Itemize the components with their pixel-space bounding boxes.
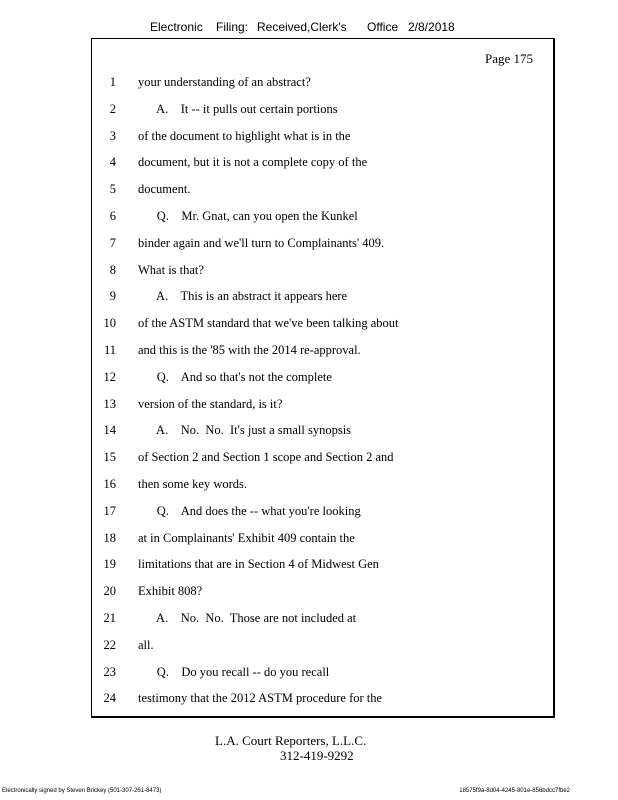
line-number: 16: [103, 477, 116, 491]
line-number: 9: [109, 289, 116, 304]
line-text: version of the standard, is it?: [138, 396, 283, 411]
line-number: 15: [103, 450, 116, 465]
transcript-line: [92, 609, 552, 627]
header-received: Received,Clerk's: [257, 20, 347, 34]
line-number: 17: [103, 503, 116, 518]
line-number: 2: [109, 101, 116, 116]
transcript-line: [92, 663, 552, 681]
line-text: your understanding of an abstract?: [138, 75, 311, 89]
header-electronic: Electronic: [150, 20, 203, 34]
line-text: A. It -- it pulls out certain portions: [138, 101, 338, 116]
line-text: Q. Mr. Gnat, can you open the Kunkel: [138, 209, 358, 223]
line-number: 12: [103, 369, 116, 384]
line-number: 23: [103, 664, 116, 679]
transcript-line: [92, 287, 552, 305]
line-number: 1: [109, 75, 116, 89]
line-text: of the document to highlight what is in the: [138, 128, 351, 143]
line-number: 6: [109, 209, 116, 223]
line-number: 22: [103, 637, 116, 652]
line-number: 14: [103, 423, 116, 438]
line-text: then some key words.: [138, 477, 248, 491]
line-text: testimony that the 2012 ASTM procedure for the: [138, 691, 383, 706]
line-number: 18: [103, 530, 116, 545]
line-number: 7: [109, 235, 116, 250]
line-text: document.: [138, 182, 191, 197]
line-number: 19: [103, 557, 116, 572]
transcript-line: [92, 475, 552, 493]
line-text: at in Complainants' Exhibit 409 contain the: [138, 530, 355, 545]
header-office: Office: [367, 20, 399, 34]
line-number: 24: [103, 691, 116, 706]
line-text: limitations that are in Section 4 of Midwest Gen: [138, 557, 379, 572]
transcript-line: [92, 207, 552, 225]
line-number: 5: [109, 182, 116, 197]
transcript-line: [92, 636, 552, 654]
line-number: 13: [103, 396, 116, 411]
line-text: all.: [138, 637, 154, 652]
transcript-line: [92, 341, 552, 359]
transcript-line: [92, 529, 552, 547]
line-number: 11: [103, 343, 116, 357]
line-text: A. No. No. Those are not included at: [138, 611, 357, 625]
transcript-line: [92, 368, 552, 386]
transcript-line: [92, 153, 552, 171]
transcript-line: [92, 555, 552, 573]
line-number: 21: [103, 611, 116, 625]
line-text: of Section 2 and Section 1 scope and Section 2 and: [138, 450, 394, 465]
line-text: Exhibit 808?: [138, 584, 203, 599]
line-text: Q. Do you recall -- do you recall: [138, 664, 330, 679]
line-text: Q. And so that's not the complete: [138, 369, 332, 384]
transcript-line: [92, 314, 552, 332]
transcript-line: [92, 180, 552, 198]
line-text: A. No. No. It's just a small synopsis: [138, 423, 352, 438]
header-date: 2/8/2018: [408, 20, 455, 34]
line-text: binder again and we'll turn to Complainants' 409.: [138, 235, 385, 250]
transcript-line: [92, 582, 552, 600]
line-number: 3: [109, 128, 116, 143]
line-text: document, but it is not a complete copy of the: [138, 155, 368, 170]
transcript-line: [92, 73, 552, 91]
signature-right: 18575f9a-8d04-4245-801e-856bdcc7fbe2: [459, 788, 570, 794]
signature-left: Electronically signed by Steven Brickey (501-307-261-8473): [2, 788, 162, 794]
transcript-line: [92, 502, 552, 520]
reporter-company: L.A. Court Reporters, L.L.C.: [215, 733, 367, 748]
transcript-line: [92, 421, 552, 439]
transcript-line: [92, 127, 552, 145]
transcript-line: [92, 395, 552, 413]
transcript-line: [92, 234, 552, 252]
reporter-phone: 312-419-9292: [280, 748, 354, 763]
line-number: 4: [109, 155, 116, 170]
line-text: A. This is an abstract it appears here: [138, 289, 348, 304]
transcript-line: [92, 448, 552, 466]
transcript-line: [92, 261, 552, 279]
transcript-page: [91, 38, 555, 718]
line-number: 10: [103, 316, 116, 331]
line-text: What is that?: [138, 262, 204, 277]
transcript-line: [92, 100, 552, 118]
line-text: Q. And does the -- what you're looking: [138, 503, 361, 518]
line-number: 8: [109, 262, 116, 277]
line-number: 20: [103, 584, 116, 599]
line-text: and this is the '85 with the 2014 re-approval.: [138, 343, 361, 357]
header-filing: Filing:: [216, 20, 249, 34]
page-number: Page 175: [484, 51, 533, 66]
transcript-line: [92, 689, 552, 707]
line-text: of the ASTM standard that we've been talking about: [138, 316, 399, 331]
